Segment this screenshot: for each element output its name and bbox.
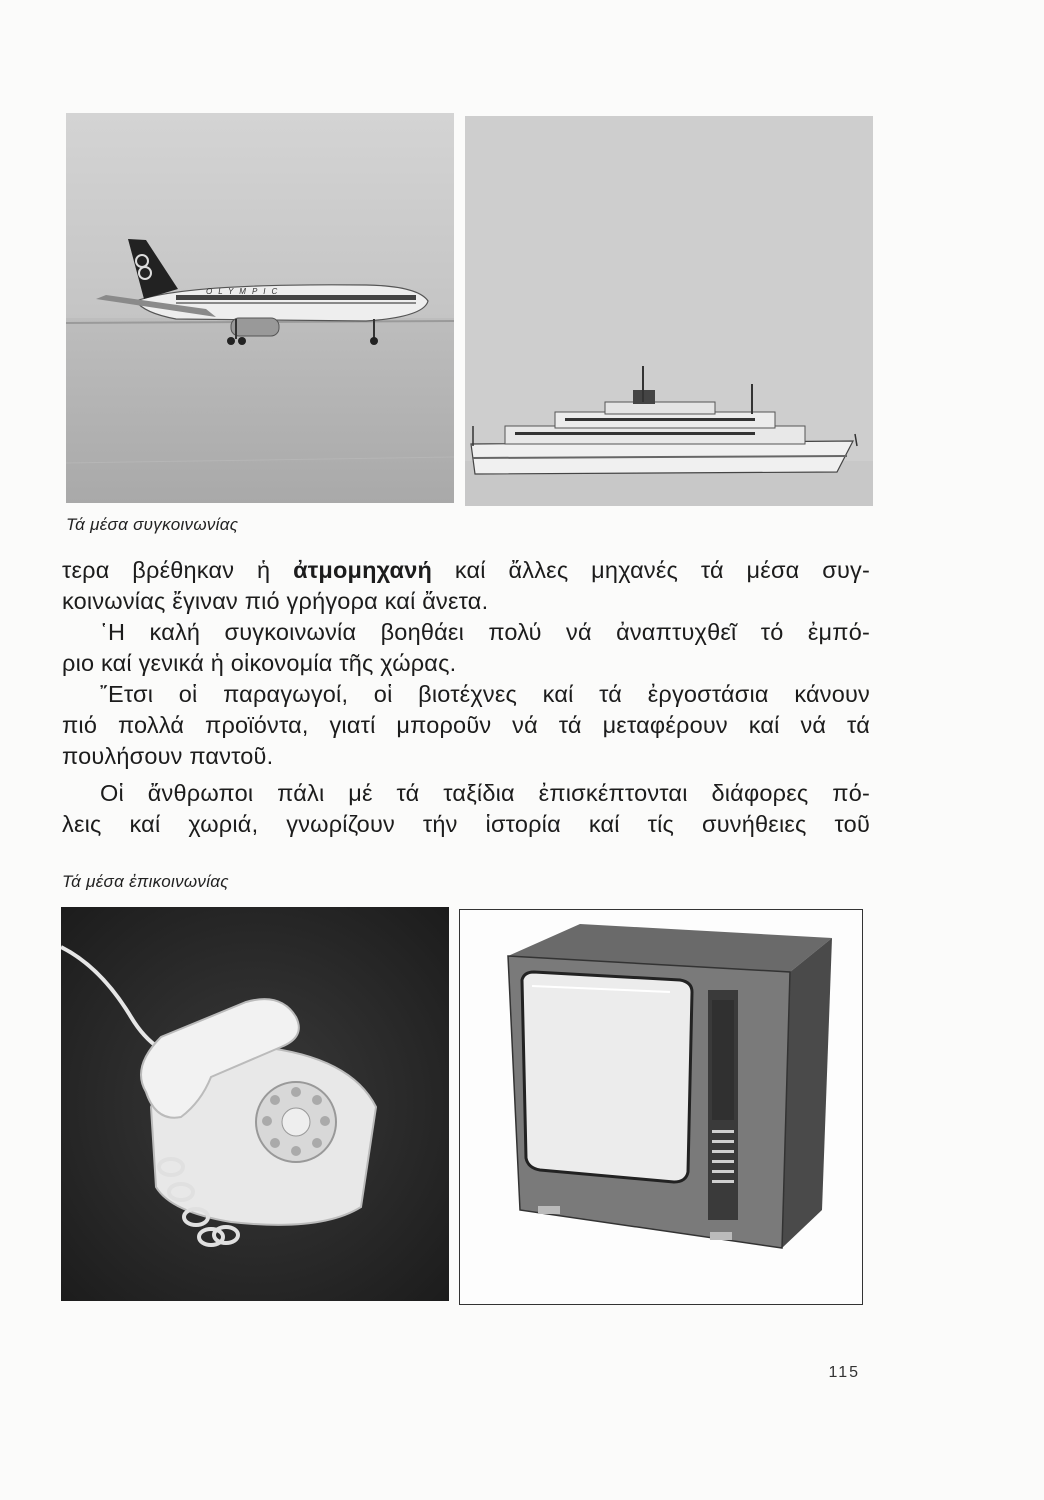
paragraph-2 — [62, 617, 870, 679]
paragraph-4-line-1: Οἱ ἄνθρωποι πάλι μέ τά ταξίδια ἐπισκέπτονται διάφορες πό- — [100, 780, 870, 806]
airplane-image — [66, 113, 454, 503]
paragraph-1-line-2: κοινωνίας ἔγιναν πιό γρήγορα καί ἄνετα. — [62, 588, 489, 614]
body-text — [62, 555, 870, 840]
ship-image — [465, 116, 873, 506]
telephone-photo — [61, 907, 449, 1301]
p1-text-after: καί ἄλλες μηχανές τά μέσα συγ- — [432, 557, 870, 583]
telephone-image — [61, 907, 449, 1301]
paragraph-3-line-2: πιό πολλά προϊόντα, γιατί μποροῦν νά τά μεταφέρουν καί νά τά — [62, 712, 870, 738]
communication-caption: Τά μέσα ἐπικοινωνίας — [62, 872, 229, 891]
paragraph-2-line-2: ριο καί γενικά ἡ οἰκονομία τῆς χώρας. — [62, 650, 457, 676]
paragraph-3-line-3: πουλήσουν παντοῦ. — [62, 743, 274, 769]
paragraph-4-line-2: λεις καί χωριά, γνωρίζουν τήν ἱστορία καί τίς συνήθειες τοῦ — [62, 811, 870, 837]
page-number: 115 — [828, 1364, 860, 1381]
paragraph-1-line-1 — [62, 555, 870, 586]
paragraph-3-line-1: ῎Ετσι οἱ παραγωγοί, οἱ βιοτέχνες καί τά ἐργοστάσια κάνουν — [100, 681, 870, 707]
transport-caption: Τά μέσα συγκοινωνίας — [66, 515, 239, 534]
paragraph-4 — [62, 778, 870, 840]
paragraph-2-line-1: ῾Η καλή συγκοινωνία βοηθάει πολύ νά ἀναπτυχθεῖ τό ἐμπό- — [100, 619, 870, 645]
paragraph-1 — [62, 555, 870, 617]
paragraph-3 — [62, 679, 870, 772]
airplane-livery-text: OLYMPIC — [206, 287, 284, 296]
television-image — [460, 910, 862, 1304]
television-photo — [459, 909, 863, 1305]
airplane-photo — [66, 113, 454, 503]
ship-photo — [465, 116, 873, 506]
p1-text-before: τερα βρέθηκαν ἡ — [62, 557, 294, 583]
keyword-steam-engine: ἀτμομηχανή — [293, 557, 433, 583]
